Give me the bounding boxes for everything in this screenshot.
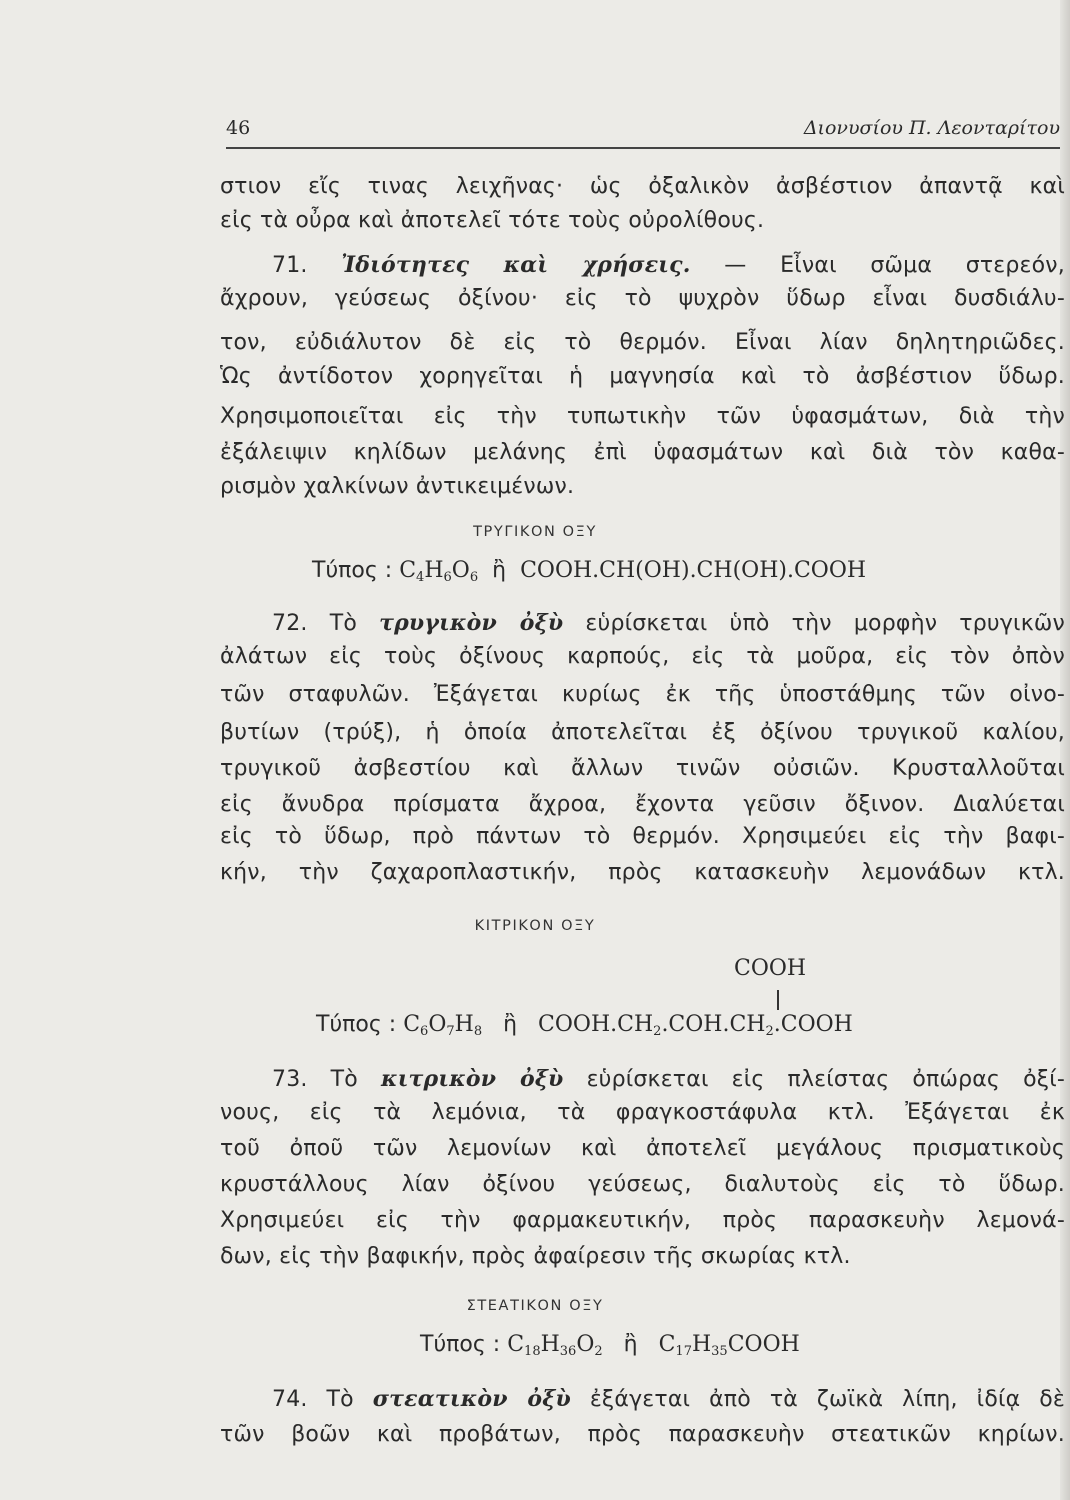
text-line: Χρησιμεύει εἰς τὴν φαρμακευτικήν, πρὸς παρασκευὴν λεμονά- bbox=[220, 1208, 1065, 1233]
section-number: 71. bbox=[272, 253, 308, 278]
section-heading-stearic: ΣΤΕΑΤΙΚΟΝ ΟΞΥ bbox=[466, 1298, 604, 1314]
page-header bbox=[226, 117, 1060, 149]
text-line: τοῦ ὀποῦ τῶν λεμονίων καὶ ἀποτελεῖ μεγάλους πρισματικοὺς bbox=[220, 1136, 1065, 1161]
text-line: βυτίων (τρύξ), ἡ ὁποία ἀποτελεῖται ἐξ ὀξίνου τρυγικοῦ καλίου, bbox=[220, 720, 1065, 745]
text-line: εἰς τὸ ὕδωρ, πρὸ πάντων τὸ θερμόν. Χρησιμεύει εἰς τὴν βαφι- bbox=[220, 824, 1065, 849]
page-number: 46 bbox=[226, 117, 251, 139]
formula-stearic: Τύπος : $C_{18}H_{36}O_2$ ἢ $C_{17}H_{35}COOH$ bbox=[420, 1332, 800, 1359]
running-head: Διονυσίου Π. Λεονταρίτου bbox=[803, 117, 1060, 139]
text-line: δων, εἰς τὴν βαφικήν, πρὸς ἀφαίρεσιν τῆς σκωρίας κτλ. bbox=[220, 1244, 851, 1269]
section-heading-citric: ΚΙΤΡΙΚΟΝ ΟΞΥ bbox=[474, 918, 596, 934]
formula-branch-bond bbox=[777, 990, 779, 1010]
section-title: Ἰδιότητες καὶ χρήσεις. bbox=[341, 252, 691, 278]
section-72-first-line: 72. Τὸ τρυγικὸν ὀξὺ εὑρίσκεται ὑπὸ τὴν μορφὴν τρυγικῶν bbox=[272, 610, 1065, 636]
text-line: ἀλάτων εἰς τοὺς ὀξίνους καρπούς, εἰς τὰ μοῦρα, εἰς τὸν ὀπὸν bbox=[220, 644, 1065, 669]
text-line: κήν, τὴν ζαχαροπλαστικήν, πρὸς κατασκευὴν λεμονάδων κτλ. bbox=[220, 860, 1065, 885]
formula-branch-group: COOH bbox=[734, 956, 807, 981]
formula-tartaric: Τύπος : $C_4H_6O_6$ ἢ COOH.CH(OH).CH(OH).COOH bbox=[312, 558, 867, 585]
formula-citric: Τύπος : $C_6O_7H_8$ ἢ $COOH.CH_2.COH.CH_2.COOH$ bbox=[316, 1012, 853, 1039]
text-line: εἰς ἄνυδρα πρίσματα ἄχροα, ἔχοντα γεῦσιν ὄξινον. Διαλύεται bbox=[220, 792, 1065, 817]
text-line: Χρησιμοποιεῖται εἰς τὴν τυπωτικὴν τῶν ὑφασμάτων, διὰ τὴν bbox=[220, 404, 1065, 429]
text-line: κρυστάλλους λίαν ὀξίνου γεύσεως, διαλυτοὺς εἰς τὸ ὕδωρ. bbox=[220, 1172, 1065, 1197]
section-heading-tartaric: ΤΡΥΓΙΚΟΝ ΟΞΥ bbox=[473, 524, 597, 540]
text-line: Ὡς ἀντίδοτον χορηγεῖται ἡ μαγνησία καὶ τὸ ἀσβέστιον ὕδωρ. bbox=[220, 364, 1065, 389]
section-74-first-line: 74. Τὸ στεατικὸν ὀξὺ ἐξάγεται ἀπὸ τὰ ζωϊκὰ λίπη, ἰδίᾳ δὲ bbox=[272, 1386, 1065, 1412]
text-line: τῶν σταφυλῶν. Ἐξάγεται κυρίως ἐκ τῆς ὑποστάθμης τῶν οἰνο- bbox=[220, 682, 1065, 707]
text-fragment: — Εἶναι σῶμα στερεόν, bbox=[724, 253, 1065, 278]
section-71-first-line bbox=[272, 248, 1065, 282]
text-line: ἄχρουν, γεύσεως ὀξίνου· εἰς τὸ ψυχρὸν ὕδωρ εἶναι δυσδιάλυ- bbox=[220, 286, 1065, 311]
text-line: τον, εὐδιάλυτον δὲ εἰς τὸ θερμόν. Εἶναι λίαν δηλητηριῶδες. bbox=[220, 330, 1065, 355]
text-line: τῶν βοῶν καὶ προβάτων, πρὸς παρασκευὴν στεατικῶν κηρίων. bbox=[220, 1422, 1065, 1447]
text-line: νους, εἰς τὰ λεμόνια, τὰ φραγκοστάφυλα κτλ. Ἐξάγεται ἐκ bbox=[220, 1100, 1065, 1125]
text-line: ἐξάλειψιν κηλίδων μελάνης ἐπὶ ὑφασμάτων καὶ διὰ τὸν καθα- bbox=[220, 440, 1065, 465]
text-line: στιον εἴς τινας λειχῆνας· ὡς ὀξαλικὸν ἀσβέστιον ἀπαντᾷ καὶ bbox=[220, 174, 1065, 199]
text-line: τρυγικοῦ ἀσβεστίου καὶ ἄλλων τινῶν οὐσιῶν. Κρυσταλλοῦται bbox=[220, 756, 1065, 781]
text-line: ρισμὸν χαλκίνων ἀντικειμένων. bbox=[220, 474, 575, 499]
section-73-first-line: 73. Τὸ κιτρικὸν ὀξὺ εὑρίσκεται εἰς πλείστας ὀπώρας ὀξί- bbox=[272, 1066, 1065, 1092]
text-line: εἰς τὰ οὖρα καὶ ἀποτελεῖ τότε τοὺς οὐρολίθους. bbox=[220, 208, 765, 233]
